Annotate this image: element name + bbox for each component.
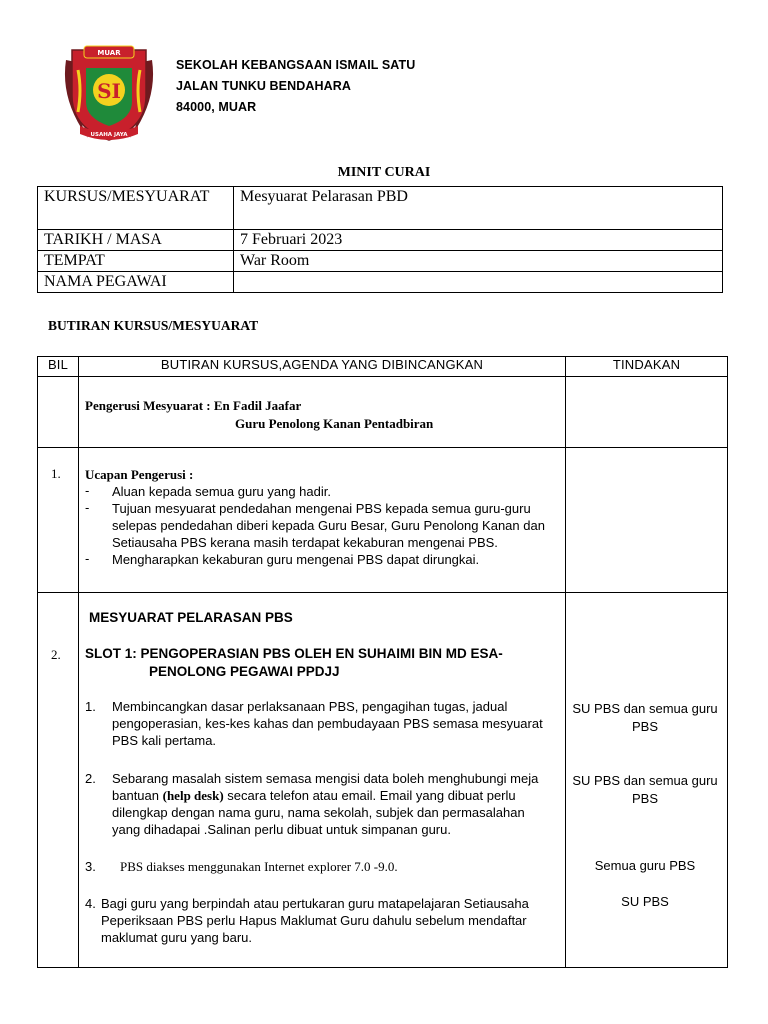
row-number: 2. xyxy=(51,647,61,662)
action-text: SU PBS xyxy=(621,894,669,909)
item-number: 1. xyxy=(85,699,96,714)
row1-heading: Ucapan Pengerusi : xyxy=(85,467,194,482)
info-label: KURSUS/MESYUARAT xyxy=(38,187,234,230)
agenda-header-row xyxy=(38,357,728,377)
header-bil: BIL xyxy=(38,357,79,377)
logo-letters: SI xyxy=(97,79,121,103)
header-action: TINDAKAN xyxy=(566,357,728,377)
item-text: PBS diakses menggunakan Internet explorer 7.0 -9.0. xyxy=(120,859,398,874)
item-text: Bagi guru yang berpindah atau pertukaran guru matapelajaran Setiausaha Peperiksaan PBS perlu Hapus Maklumat Guru dahulu sebelum mendaftar maklumat guru yang baru. xyxy=(101,896,529,945)
item-text: Membincangkan dasar perlaksanaan PBS, pengagihan tugas, jadual pengoperasian, kes-kes kahas dan pembudayaan PBS semasa mesyuarat PBS kali pertama. xyxy=(112,699,543,748)
header-details: BUTIRAN KURSUS,AGENDA YANG DIBINCANGKAN xyxy=(79,357,566,377)
document-title: MINIT CURAI xyxy=(337,165,431,180)
info-label: TARIKH / MASA xyxy=(38,230,234,251)
info-label: NAMA PEGAWAI xyxy=(38,272,234,293)
slot-title-line1: SLOT 1: PENGOPERASIAN PBS OLEH EN SUHAIMI BIN MD ESA- xyxy=(85,646,503,661)
agenda-row-2 xyxy=(38,593,728,968)
section-heading: BUTIRAN KURSUS/MESYUARAT xyxy=(48,318,259,333)
logo-motto: USAHA JAYA xyxy=(90,132,128,138)
row1-bullet: Mengharapkan kekaburan guru mengenai PBS dapat dirungkai. xyxy=(112,552,480,567)
item-number: 4. xyxy=(85,896,96,911)
info-value xyxy=(234,272,723,293)
info-value: War Room xyxy=(234,251,723,272)
row1-bullet: Tujuan mesyuarat pendedahan mengenai PBS kepada semua guru-guru selepas pendedahan diberi kepada Guru Besar, Guru Penolong Kanan dan Setiausaha PBS kerana masih terdapat kekaburan mengenai PBS. xyxy=(112,501,545,550)
agenda-table xyxy=(37,356,728,968)
info-row-place xyxy=(38,251,723,272)
chair-label: Pengerusi Mesyuarat : xyxy=(85,398,211,413)
chair-role: Guru Penolong Kanan Pentadbiran xyxy=(235,416,434,431)
school-name: SEKOLAH KEBANGSAAN ISMAIL SATU xyxy=(176,58,416,72)
school-address-line2: 84000, MUAR xyxy=(176,100,257,114)
info-row-officer xyxy=(38,272,723,293)
info-label: TEMPAT xyxy=(38,251,234,272)
item-number: 3. xyxy=(85,859,96,874)
row-number: 1. xyxy=(51,466,61,481)
info-row-course xyxy=(38,187,723,230)
chair-name: En Fadil Jaafar xyxy=(213,398,302,413)
row1-bullet: Aluan kepada semua guru yang hadir. xyxy=(112,484,331,499)
action-text: Semua guru PBS xyxy=(594,858,696,873)
action-text: SU PBS dan semua guru PBS xyxy=(572,701,718,734)
slot-title-line2: PENOLONG PEGAWAI PPDJJ xyxy=(149,664,340,679)
info-row-date xyxy=(38,230,723,251)
item-text: Sebarang masalah sistem semasa mengisi data boleh menghubungi meja bantuan (help desk) secara telefon atau email. Email yang dibuat perlu dilengkap dengan nama guru, nama sekolah, subjek dan permasalahan yang dihadapai .Salinan perlu dibuat untuk simpanan guru. xyxy=(112,771,539,837)
action-text: SU PBS dan semua guru PBS xyxy=(572,773,718,806)
meeting-info-table xyxy=(37,186,723,293)
logo-top-text: MUAR xyxy=(97,49,121,57)
agenda-row-1: 1. Ucapan Pengerusi : - Aluan kepada semua guru yang hadir. - Tujuan mesyuarat pendedahan mengenai PBS kepada semua guru-guru selepas pendedahan diberi kepada Guru Besar, Guru Penolong Kanan dan Setiausaha PBS kerana masih terdapat kekaburan mengenai PBS. - Mengharapkan kekaburan guru mengenai PBS dapat dirungkai. xyxy=(38,448,728,593)
row2-heading: MESYUARAT PELARASAN PBS xyxy=(89,610,293,625)
info-value: Mesyuarat Pelarasan PBD xyxy=(234,187,723,230)
school-crest-logo xyxy=(58,40,160,148)
info-value: 7 Februari 2023 xyxy=(234,230,723,251)
agenda-row-chair xyxy=(38,377,728,448)
item-number: 2. xyxy=(85,771,96,786)
school-address-line1: JALAN TUNKU BENDAHARA xyxy=(176,79,352,93)
